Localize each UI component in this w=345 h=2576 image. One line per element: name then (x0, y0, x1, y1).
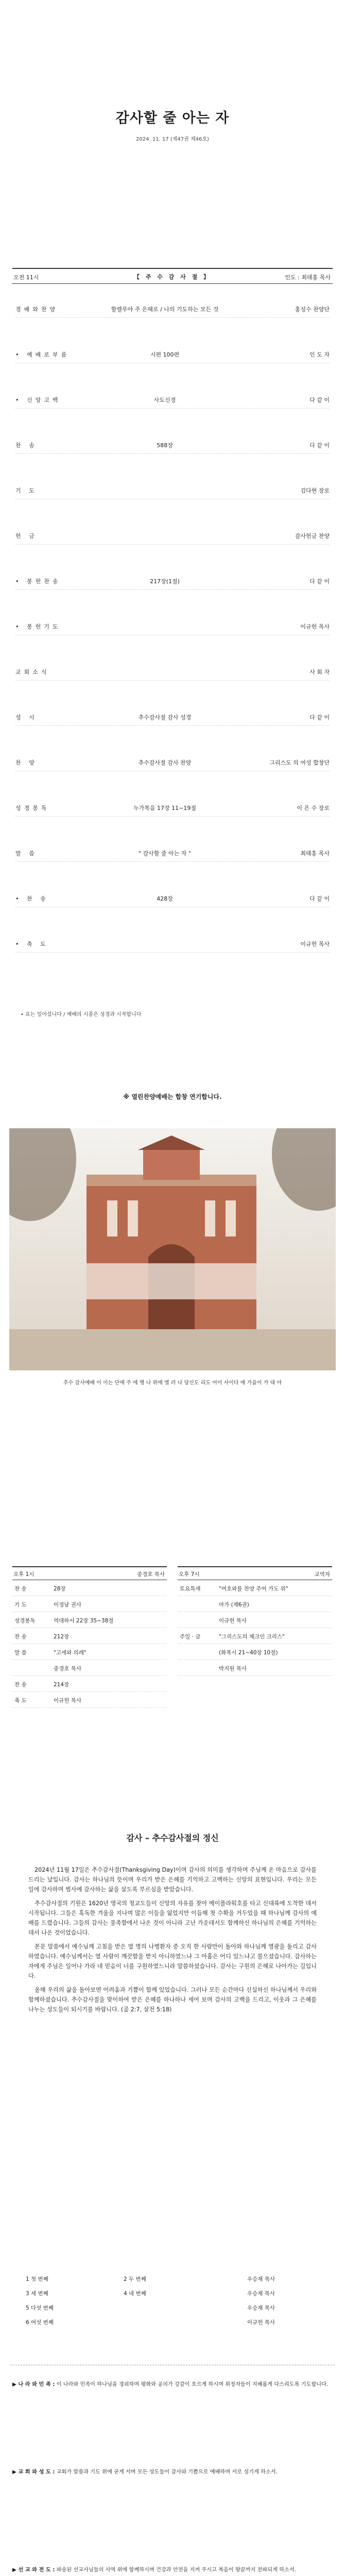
row-label: 말 씀 (14, 1650, 27, 1656)
order-content: 사도신경 (153, 397, 176, 403)
table-row (178, 1580, 332, 1596)
question-cell: 우승재 목사 (247, 2291, 275, 2297)
question-cell: 우승재 목사 (247, 2276, 275, 2282)
order-person: 최태홍 목사 (300, 850, 330, 857)
order-content: 428장 (157, 895, 173, 902)
row-value: 212장 (54, 1634, 70, 1640)
order-person: 다 같 이 (309, 397, 330, 403)
question-cell: 우승재 목사 (247, 2305, 275, 2311)
evening-leader: 교역자 (314, 1571, 330, 1578)
church-building-image (9, 1128, 336, 1370)
order-item: • 축 도 (15, 941, 49, 947)
prayer-text: 이 나라와 민족이 하나님을 경외하며 평화와 공의가 강같이 흐르게 하시며 위정자들이 지혜롭게 다스리도록 기도합니다. (56, 2382, 329, 2387)
order-person: 이규헌 목사 (300, 941, 330, 947)
order-content: 할렐루야 주 은혜로 / 나의 기도하는 모든 것 (111, 306, 219, 313)
row-value: "고세와 의례" (54, 1650, 87, 1656)
table-row (178, 1596, 332, 1612)
question-cell: 6 여섯 번째 (26, 2319, 54, 2326)
order-person: 다 같 이 (309, 714, 330, 721)
sermon-title: 감사 – 추수감사절의 정신 (126, 1833, 219, 1843)
discussion-questions (21, 2272, 324, 2330)
sermon-body (28, 1865, 317, 2019)
order-person: 다 같 이 (309, 895, 330, 902)
order-row (15, 662, 330, 681)
question-cell: 5 다섯 번째 (26, 2305, 54, 2311)
sermon-paragraph: 추수감사절의 기원은 1620년 영국의 청교도들이 신앙의 자유를 찾아 메이플라워호를 타고 신대륙에 도착한 데서 시작됩니다. 그들은 혹독한 겨울을 지나며 많은 이들을 잃었지만 이듬해 첫 수확을 거두었을 때 하나님께 감사의 예배를 드렸습니다. 그들의 감사는 풍족함에서 나온 것이 아니라 고난 가운데서도 함께하신 하나님의 은혜를 기억하는 데서 나온 것이었습니다. (28, 1900, 317, 1936)
row-value: "여호와를 찬양 주어 가도 위" (219, 1586, 288, 1592)
table-row (12, 1628, 167, 1644)
order-row (15, 888, 330, 907)
prayer-text: 교회가 말씀과 기도 위에 굳게 서며 모든 성도들이 감사와 기쁨으로 예배하며 서로 섬기게 하소서. (56, 2469, 278, 2475)
order-row (15, 707, 330, 726)
question-cell: 4 네 번째 (124, 2291, 146, 2297)
bulletin-title: 감사할 줄 아는 자 (115, 110, 230, 126)
service-time: 오전 11시 (13, 274, 39, 281)
prayer-item (12, 2380, 333, 2389)
row-value: 이규헌 목사 (54, 1698, 82, 1704)
order-row (15, 344, 330, 363)
row-value: 마가 (제6권) (219, 1602, 249, 1608)
table-row (178, 1612, 332, 1628)
row-label: 찬 송 (14, 1634, 27, 1640)
row-value: (화목시 21~40장 10절) (219, 1650, 278, 1656)
evening-time: 오후 7시 (179, 1571, 200, 1578)
row-label: 성경봉독 (14, 1618, 36, 1624)
order-row (15, 571, 330, 590)
order-item: • 찬 송 (15, 895, 49, 902)
afternoon-header (12, 1566, 167, 1580)
afternoon-service-table (12, 1566, 167, 1708)
order-person: 다 같 이 (309, 442, 330, 449)
order-person: 이규헌 목사 (300, 623, 330, 630)
service-name: 【 주 수 감 사 절 】 (133, 274, 212, 280)
order-person: 이 은 수 장로 (297, 805, 330, 811)
row-value: 28장 (54, 1586, 66, 1592)
row-value: 이규헌 목사 (219, 1618, 247, 1624)
row-label: 찬 송 (14, 1586, 27, 1592)
order-item: 말 씀 (15, 850, 38, 857)
order-item: 성 시 (15, 714, 38, 721)
row-label: 기 도 (14, 1602, 27, 1608)
order-person: 인 도 자 (309, 351, 330, 358)
row-label: 주일 · 금 (180, 1634, 201, 1640)
question-cell: 3 세 번째 (26, 2291, 48, 2297)
table-row (12, 1676, 167, 1692)
order-item: 찬 송 (15, 442, 38, 449)
evening-header (178, 1566, 332, 1580)
table-row (178, 1628, 332, 1644)
order-item: • 예배로부름 (15, 351, 70, 358)
order-item: 성경봉독 (15, 805, 50, 811)
order-content: 추수감사절 감사 찬양 (138, 759, 192, 766)
table-row (12, 1692, 167, 1708)
question-cell: 1 첫 번째 (26, 2276, 48, 2282)
order-row (15, 480, 330, 499)
order-content: 누가복음 17장 11~19절 (133, 805, 196, 811)
prayer-heading: ▶ 나 라 와 민 족 : (12, 2382, 55, 2387)
notice-text: ※ 열린찬양예배는 합창 연기합니다. (123, 1093, 222, 1100)
order-item: 찬 양 (15, 759, 38, 766)
question-row (21, 2286, 324, 2301)
table-row (12, 1660, 167, 1676)
question-row (21, 2272, 324, 2286)
row-value: 이정남 권사 (54, 1602, 82, 1608)
order-person: 사 회 자 (309, 669, 330, 675)
order-row (15, 435, 330, 454)
order-item: 교회소식 (15, 669, 50, 675)
row-value: 박지원 목사 (219, 1666, 247, 1672)
order-person: 다 같 이 (309, 578, 330, 585)
order-content: 217장(1절) (150, 578, 180, 585)
row-label: 토요특새 (180, 1586, 201, 1592)
row-label: 찬 송 (14, 1682, 27, 1688)
order-item: 기 도 (15, 487, 38, 494)
prayer-item (12, 2468, 333, 2477)
sermon-paragraph: 올해 우리의 삶을 돌아보면 어려움과 기쁨이 함께 있었습니다. 그러나 모든 순간마다 신실하신 하나님께서 우리와 함께하셨습니다. 추수감사절을 맞이하여 받은 은혜를 하나하나 세어 보며 감사의 고백을 드리고, 이웃과 그 은혜를 나누는 성도들이 되시기를 바랍니다. (골 2:7, 살전 5:18) (28, 1987, 317, 2013)
order-row (15, 843, 330, 862)
order-content: 시편 100편 (150, 351, 180, 358)
sermon-paragraph: 2024년 11월 17일은 추수감사절(Thanksgiving Day)이며 감사의 의미를 생각하며 주님께 온 마음으로 감사를 드리는 날입니다. 감사는 하나님의 뜻이며 우리가 받은 은혜를 기억하고 고백하는 신앙의 표현입니다. 우리는 모든 일에 감사하며 범사에 감사하는 삶을 살도록 부르심을 받았습니다. (28, 1867, 317, 1893)
prayer-item (12, 2566, 333, 2574)
order-header (12, 268, 333, 284)
table-row (12, 1612, 167, 1628)
order-content: 588장 (157, 442, 173, 449)
sermon-paragraph: 본문 말씀에서 예수님께 고침을 받은 열 명의 나병환자 중 오직 한 사람만이 돌아와 하나님께 영광을 돌리고 감사하였습니다. 예수님께서는 열 사람이 깨끗함을 받지 아니하였느냐 그 아홉은 어디 있느냐고 물으셨습니다. 감사하는 자에게 주님은 일어나 가라 네 믿음이 너를 구원하였느니라 말씀하셨습니다. 감사는 구원의 은혜로 나아가는 길입니다. (28, 1943, 317, 1979)
order-row (15, 526, 330, 545)
order-item: • 봉헌기도 (15, 623, 61, 630)
afternoon-leader: 중경호 목사 (136, 1571, 165, 1578)
order-note: • 표는 일어섭니다 / 예배의 시종은 성경과 시작합니다 (21, 1012, 142, 1018)
table-row (178, 1660, 332, 1676)
question-cell: 이규헌 목사 (247, 2319, 275, 2326)
question-row (21, 2301, 324, 2315)
prayer-heading: ▶ 선 교 와 전 도 : (12, 2567, 55, 2573)
row-value: 214장 (54, 1682, 70, 1688)
church-photo (9, 1128, 336, 1370)
order-person: 그리스도 의 여성 합창단 (269, 759, 330, 766)
order-row (15, 389, 330, 409)
order-person: 홍성수 찬양단 (295, 306, 330, 313)
afternoon-time: 오후 1시 (13, 1571, 34, 1578)
service-leader: 인도 : 최태홍 목사 (285, 274, 331, 281)
order-item: 헌 금 (15, 533, 38, 539)
order-row (15, 798, 330, 817)
prayer-text: 파송된 선교사님들의 사역 위에 함께하시며 건강과 안전을 지켜 주시고 복음이 땅끝까지 전파되게 하소서. (56, 2567, 296, 2573)
order-row (15, 616, 330, 635)
table-row (12, 1644, 167, 1660)
order-content: " 감사할 줄 아는 자 " (139, 850, 191, 857)
table-row (12, 1596, 167, 1612)
order-row (15, 299, 330, 318)
row-label: 축 도 (14, 1698, 27, 1704)
order-content: 추수감사절 감사 성경 (138, 714, 192, 721)
order-row (15, 752, 330, 771)
row-value: "그리스도의 체크인 크리스" (219, 1634, 285, 1640)
order-row (15, 934, 330, 953)
question-cell: 2 두 번째 (124, 2276, 146, 2282)
table-row (12, 1580, 167, 1596)
evening-service-table (178, 1566, 332, 1676)
order-item: • 신앙고백 (15, 397, 61, 403)
photo-caption: 추수 감사예배 이 이는 단에 주 에 행 나 위에 엘 러 나 당신도 리도 어이 사이다 에 가을이 가 대 야 (63, 1380, 282, 1386)
bulletin-date: 2024. 11. 17 (제47권 제46호) (136, 137, 209, 142)
prayer-heading: ▶ 교 회 와 성 도 : (12, 2469, 55, 2475)
table-row (178, 1644, 332, 1660)
row-value: 역대하서 22장 35~38절 (54, 1618, 114, 1624)
order-item: 경배와찬양 (15, 306, 59, 313)
row-value: 중경호 목사 (54, 1666, 82, 1672)
order-person: 김다현 장로 (300, 487, 330, 494)
order-item: • 봉헌찬송 (15, 578, 61, 585)
order-person: 감사헌금 찬양 (295, 533, 330, 539)
question-row (21, 2315, 324, 2330)
